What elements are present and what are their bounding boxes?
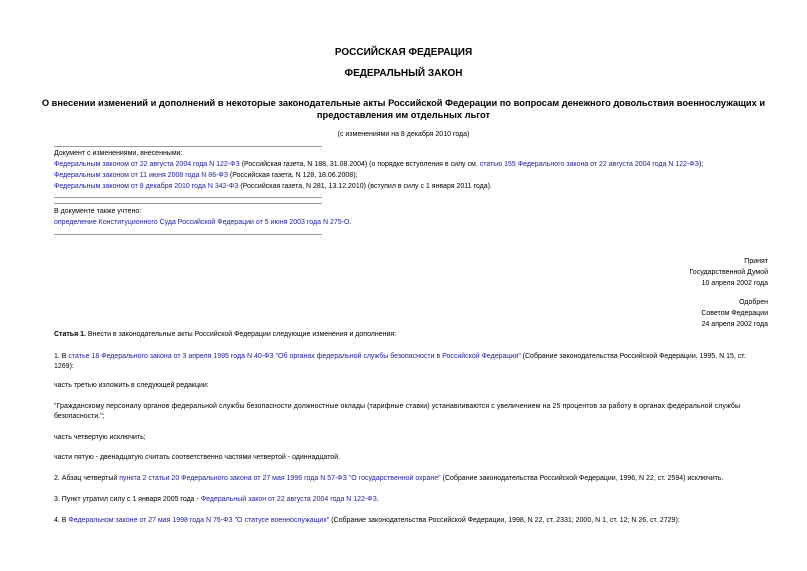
fsb-law-link[interactable]: статье 18 Федерального закона от 3 апреля 1995 года N 40-ФЗ "Об органах федеральной службы безопасности в Российской Федерации" — [68, 353, 521, 360]
paragraph-1-cont: 1269): — [54, 363, 74, 370]
military-status-law-link[interactable]: Федеральном законе от 27 мая 1998 года N 76-ФЗ "О статусе военнослужащих" — [68, 517, 330, 524]
paragraph-1: 1. В статье 18 Федерального закона от 3 апреля 1995 года N 40-ФЗ "Об органах федеральной службы безопасности в Российской Федерации" (Собрание законодательства Российской Федерации, 1995, N 15, ст. — [54, 353, 746, 360]
change-link-1[interactable]: Федеральным законом от 22 августа 2004 года N 122-ФЗ — [54, 161, 240, 168]
article-1: Статья 1. Внести в законодательные акты Российской Федерации следующие изменения и дополнения: — [54, 331, 397, 338]
paragraph-3-line-2: безопасности."; — [54, 413, 105, 420]
paragraph-5: части пятую - двенадцатую считать соответственно частями четвертой - одиннадцатой. — [54, 454, 341, 461]
change-item-3: Федеральным законом от 8 декабря 2010 года N 342-ФЗ (Российская газета, N 281, 13.12.2010) (вступил в силу с 1 января 2011 года). — [54, 183, 492, 190]
paragraph-4: часть четвертую исключить; — [54, 434, 146, 441]
amended-note: (с изменениями на 8 декабря 2010 года) — [337, 131, 470, 138]
changes-intro: Документ с изменениями, внесенными: — [54, 150, 183, 157]
paragraph-2: часть третью изложить в следующей редакции: — [54, 382, 209, 389]
title-line-2: предоставления им отдельных льгот — [316, 110, 491, 120]
adopted-body: Государственной Думой — [689, 269, 768, 276]
change-link-2[interactable]: Федеральным законом от 11 июня 2008 года N 86-ФЗ — [54, 172, 228, 179]
country-heading: РОССИЙСКАЯ ФЕДЕРАЦИЯ — [334, 47, 473, 58]
state-protection-law-link[interactable]: пункта 2 статьи 20 Федерального закона от 27 мая 1996 года N 57-ФЗ "О государственной охране" — [119, 475, 441, 482]
approved-body: Советом Федерации — [701, 310, 768, 317]
change-link-3[interactable]: Федеральным законом от 8 декабря 2010 года N 342-ФЗ — [54, 183, 239, 190]
change-item-2: Федеральным законом от 11 июня 2008 года N 86-ФЗ (Российская газета, N 128, 18.06.2008); — [54, 172, 358, 179]
change-link-1b[interactable]: статью 155 Федерального закона от 22 августа 2004 года N 122-ФЗ — [479, 161, 699, 168]
paragraph-6: 2. Абзац четвертый пункта 2 статьи 20 Федерального закона от 27 мая 1996 года N 57-ФЗ "О государственной охране" (Собрание законодательства Российской Федерации, 1996, N 22, ст. 2594) исключить. — [54, 475, 724, 482]
article-label: Статья 1. — [54, 331, 86, 338]
divider — [54, 197, 322, 198]
paragraph-7: 3. Пункт утратил силу с 1 января 2005 года - Федеральный закон от 22 августа 2004 года N 122-ФЗ. — [54, 496, 379, 503]
also-intro: В документе также учтено: — [54, 208, 142, 215]
adopted-label: Принят — [744, 258, 768, 265]
doc-type-heading: ФЕДЕРАЛЬНЫЙ ЗАКОН — [344, 68, 463, 79]
change-item-1: Федеральным законом от 22 августа 2004 года N 122-ФЗ (Российская газета, N 188, 31.08.2004) (о порядке вступления в силу см. статью 155 Федерального закона от 22 августа 2004 года N 122-ФЗ); — [54, 161, 704, 168]
approved-date: 24 апреля 2002 года — [701, 321, 768, 328]
divider — [54, 234, 322, 235]
also-link[interactable]: определение Конституционного Суда Российской Федерации от 5 июня 2003 года N 275-О — [54, 219, 350, 226]
divider — [54, 146, 322, 147]
paragraph-3-line-1: "Гражданскому персоналу органов федеральной службы безопасности должностные оклады (тарифные ставки) устанавливаются с увеличением на 25 процентов за работу в органах федеральной службы — [54, 403, 741, 410]
divider — [54, 203, 322, 204]
also-item: определение Конституционного Суда Российской Федерации от 5 июня 2003 года N 275-О. — [54, 219, 352, 226]
law-122-link[interactable]: Федеральный закон от 22 августа 2004 года N 122-ФЗ — [200, 496, 377, 503]
adopted-date: 10 апреля 2002 года — [701, 280, 768, 287]
title-line-1: О внесении изменений и дополнений в некоторые законодательные акты Российской Федерации по вопросам денежного довольствия военнослужащих и — [41, 98, 766, 108]
approved-label: Одобрен — [739, 299, 768, 306]
paragraph-8: 4. В Федеральном законе от 27 мая 1998 года N 76-ФЗ "О статусе военнослужащих" (Собрание законодательства Российской Федерации, 1998, N 22, ст. 2331; 2000, N 1, ст. 12; N 26, ст. 2729): — [54, 517, 680, 524]
